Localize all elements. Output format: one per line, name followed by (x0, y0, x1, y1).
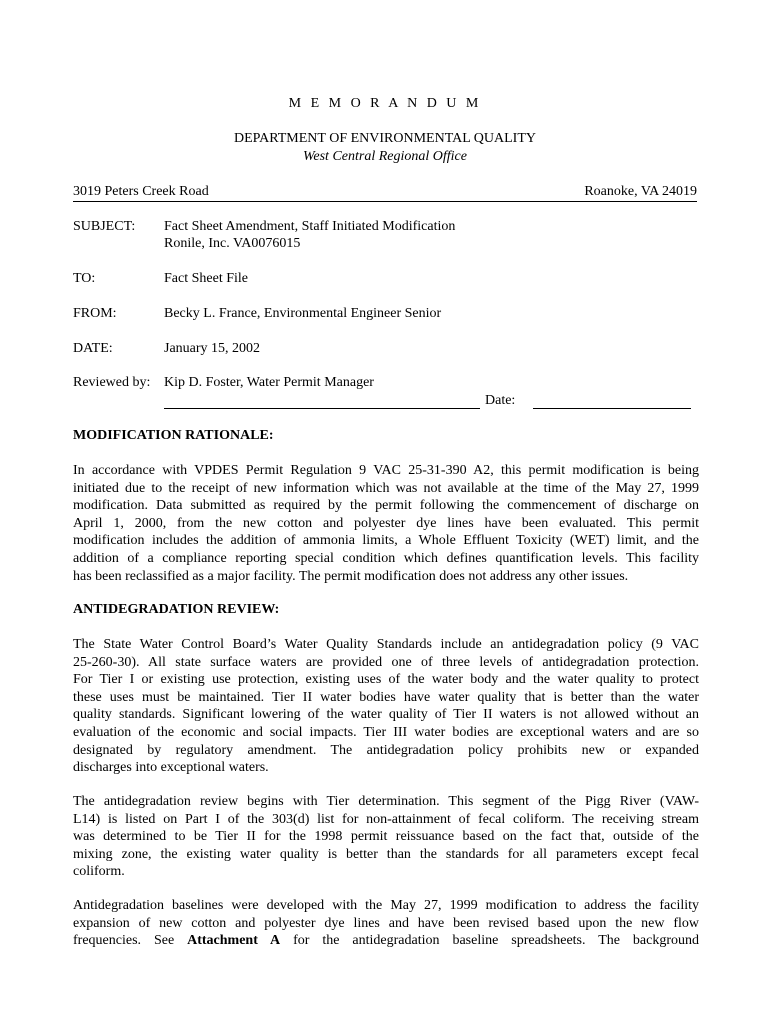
paragraph-line: addition of a compliance reporting special condition which defines quantification levels. This facility (73, 550, 699, 566)
from-label: FROM: (73, 306, 117, 321)
subject-line-1: Fact Sheet Amendment, Staff Initiated Modification (164, 219, 456, 234)
subject-label: SUBJECT: (73, 219, 136, 234)
office-name: West Central Regional Office (303, 149, 467, 164)
paragraph-line: The State Water Control Board’s Water Quality Standards include an antidegradation policy (9 VAC (73, 637, 699, 652)
reviewed-by-label: Reviewed by: (73, 375, 151, 390)
signature-line (164, 408, 480, 409)
paragraph-line: mixing zone, the existing water quality is better than the standards for all parameters except fecal (73, 846, 699, 862)
paragraph-line: coliform. (73, 864, 125, 880)
paragraph-line: L14) is listed on Part I of the 303(d) list for non-attainment of fecal coliform. The receiving stream (73, 811, 699, 827)
signature-date-label: Date: (485, 393, 516, 408)
street-address: 3019 Peters Creek Road (73, 184, 209, 199)
date-label: DATE: (73, 341, 113, 356)
department-name: DEPARTMENT OF ENVIRONMENTAL QUALITY (233, 131, 536, 146)
paragraph-line: designated by regulatory amendment. The antidegradation policy prohibits new or expanded (73, 742, 699, 758)
modification-rationale-heading: MODIFICATION RATIONALE: (73, 428, 274, 443)
paragraph-line-with-attachment (73, 932, 699, 950)
paragraph-line: was determined to be Tier II for the 1998 permit reissuance based on the fact that, outside of the (73, 829, 699, 845)
antidegradation-paragraph-2 (73, 793, 699, 881)
subject-line-2: Ronile, Inc. VA0076015 (164, 236, 301, 251)
paragraph-line: discharges into exceptional waters. (73, 760, 269, 776)
city-state-zip: Roanoke, VA 24019 (584, 184, 697, 199)
to-value: Fact Sheet File (164, 271, 248, 286)
attachment-a-reference: Attachment A (187, 933, 281, 949)
address-line (73, 184, 697, 202)
paragraph-line: quality standards. Significant lowering of the water quality of Tier II waters is not allowed without an (73, 707, 699, 723)
to-label: TO: (73, 271, 96, 286)
paragraph-line: 25-260-30). All state surface waters are provided one of three levels of antidegradation protection. (73, 654, 699, 670)
paragraph-line: In accordance with VPDES Permit Regulation 9 VAC 25-31-390 A2, this permit modification is being (73, 463, 699, 478)
paragraph-line: evaluation of the economic and social impacts. Tier III water bodies are exceptional waters and are so (73, 724, 699, 740)
reviewed-by-value: Kip D. Foster, Water Permit Manager (164, 375, 374, 390)
date-value: January 15, 2002 (164, 341, 261, 356)
memo-title: M E M O R A N D U M (288, 96, 482, 111)
text-run: for the antidegradation baseline spreadsheets. The background (280, 933, 699, 949)
paragraph-line: Antidegradation baselines were developed with the May 27, 1999 modification to address the facility (73, 898, 699, 913)
paragraph-line: modification. Data submitted as required by the permit following the commencement of discharge on (73, 498, 699, 514)
paragraph-line: April 1, 2000, from the new cotton and polyester dye lines have been evaluated. This permit (73, 515, 699, 531)
paragraph-line: expansion of new cotton and polyester dye lines and have been revised based upon the new flow (73, 915, 699, 931)
from-value: Becky L. France, Environmental Engineer Senior (164, 306, 442, 321)
paragraph-line: has been reclassified as a major facility. The permit modification does not address any other issues. (73, 568, 629, 584)
signature-date-line (533, 408, 691, 409)
paragraph-line: For Tier I or existing use protection, existing uses of the water body and the water quality to protect (73, 672, 699, 688)
paragraph-line: modification includes the addition of ammonia limits, a Whole Effluent Toxicity (WET) limit, and the (73, 533, 699, 549)
paragraph-line: initiated due to the receipt of new information which was not available at the time of the May 27, 1999 (73, 480, 699, 496)
paragraph-line: these uses must be maintained. Tier II water bodies have water quality that is better than the water (73, 689, 699, 705)
antidegradation-paragraph-3 (73, 897, 699, 950)
paragraph-line: The antidegradation review begins with Tier determination. This segment of the Pigg River (VAW- (73, 794, 699, 809)
text-run: frequencies. See (73, 933, 188, 949)
antidegradation-paragraph-1 (73, 636, 699, 777)
antidegradation-review-heading: ANTIDEGRADATION REVIEW: (73, 602, 280, 617)
modification-rationale-paragraph (73, 462, 699, 585)
